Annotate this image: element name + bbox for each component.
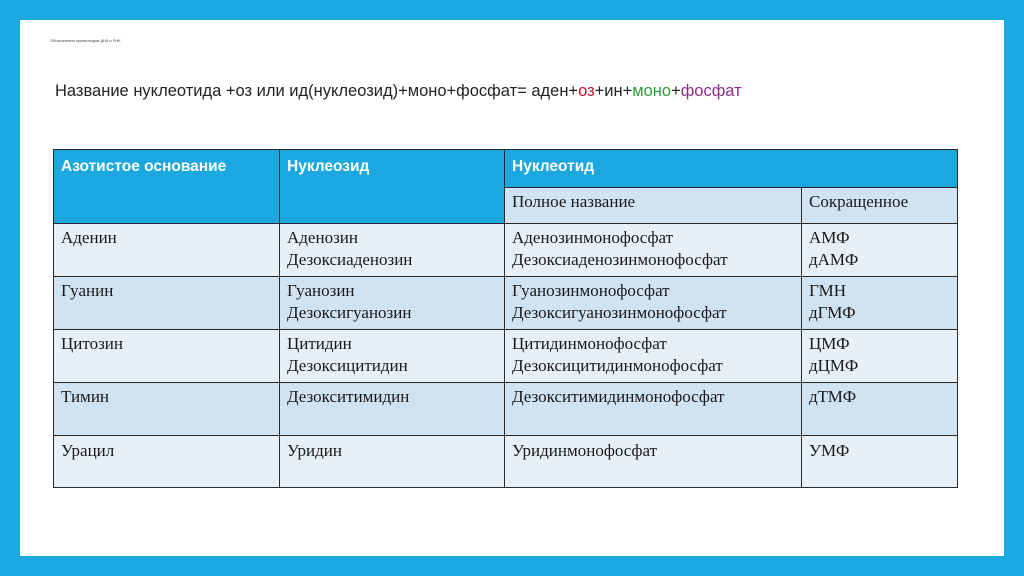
cell-line: Дезокситимидин xyxy=(287,387,410,406)
cell-full-name xyxy=(505,277,802,330)
cell-nucleoside xyxy=(280,277,505,330)
cell-line: Аденозин xyxy=(287,228,358,247)
cell-short-name xyxy=(802,277,958,330)
cell-line: дАМФ xyxy=(809,250,859,269)
cell-line: дТМФ xyxy=(809,387,857,406)
cell-full-name xyxy=(505,436,802,488)
cell-base: Тимин xyxy=(54,383,280,436)
formula-plus: + xyxy=(671,82,681,100)
cell-line: ГМН xyxy=(809,281,846,300)
header-nucleotide: Нуклеотид xyxy=(505,150,958,188)
cell-nucleoside xyxy=(280,330,505,383)
cell-base: Урацил xyxy=(54,436,280,488)
table-row xyxy=(54,330,958,383)
cell-base: Аденин xyxy=(54,224,280,277)
slide xyxy=(20,20,1004,556)
cell-full-name xyxy=(505,383,802,436)
cell-line: Дезоксиаденозин xyxy=(287,250,413,269)
naming-formula xyxy=(55,82,742,101)
cell-line: Дезоксигуанозин xyxy=(287,303,412,322)
cell-full-name xyxy=(505,330,802,383)
formula-prefix: Название нуклеотида +оз или ид(нуклеозид)+моно+фосфат= аден+ xyxy=(55,82,579,100)
table-row xyxy=(54,383,958,436)
cell-line: АМФ xyxy=(809,228,850,247)
cell-line: УМФ xyxy=(809,441,850,460)
cell-line: ЦМФ xyxy=(809,334,850,353)
cell-line: Гуанозин xyxy=(287,281,355,300)
cell-line: дГМФ xyxy=(809,303,856,322)
formula-phosphate: фосфат xyxy=(680,82,742,100)
header-nucleoside: Нуклеозид xyxy=(280,150,505,224)
cell-line: Уридин xyxy=(287,441,342,460)
cell-line: Гуанозинмонофосфат xyxy=(512,281,670,300)
cell-short-name xyxy=(802,224,958,277)
table-row xyxy=(54,436,958,488)
cell-line: Уридинмонофосфат xyxy=(512,441,658,460)
cell-short-name xyxy=(802,383,958,436)
cell-line: Цитидинмонофосфат xyxy=(512,334,667,353)
cell-line: Дезоксигуанозинмонофосфат xyxy=(512,303,727,322)
formula-mono: моно xyxy=(632,82,672,100)
cell-line: Дезоксиаденозинмонофосфат xyxy=(512,250,728,269)
table-row xyxy=(54,277,958,330)
cell-line: Цитидин xyxy=(287,334,352,353)
cell-line: Аденозинмонофосфат xyxy=(512,228,674,247)
cell-nucleoside xyxy=(280,224,505,277)
header-full-name: Полное название xyxy=(505,187,802,223)
cell-full-name xyxy=(505,224,802,277)
nucleotide-table xyxy=(53,149,958,488)
cell-line: Дезокситимидинмонофосфат xyxy=(512,387,725,406)
cell-line: дЦМФ xyxy=(809,356,859,375)
cell-nucleoside xyxy=(280,383,505,436)
formula-oz: оз xyxy=(578,82,595,100)
cell-base: Гуанин xyxy=(54,277,280,330)
cell-short-name xyxy=(802,436,958,488)
cell-base: Цитозин xyxy=(54,330,280,383)
formula-plus-in: +ин+ xyxy=(594,82,633,100)
header-short-name: Сокращенное xyxy=(802,187,958,223)
cell-short-name xyxy=(802,330,958,383)
table-row xyxy=(54,224,958,277)
header-base: Азотистое основание xyxy=(54,150,280,224)
slide-caption: Обозначения нуклеотидов ДНК и РНК xyxy=(50,38,121,43)
cell-nucleoside xyxy=(280,436,505,488)
table-header-row xyxy=(54,150,958,188)
cell-line: Дезоксицитидинмонофосфат xyxy=(512,356,723,375)
cell-line: Дезоксицитидин xyxy=(287,356,408,375)
